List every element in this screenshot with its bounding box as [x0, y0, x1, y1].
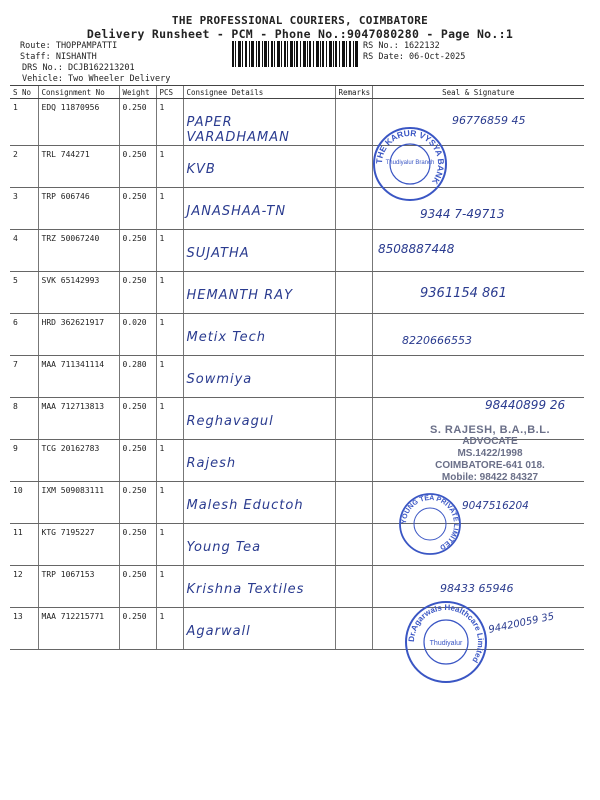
cell-cn: MAA 711341114	[38, 356, 119, 398]
cell-consignee	[183, 524, 335, 566]
cell-remarks	[335, 440, 372, 482]
cell-consignee	[183, 230, 335, 272]
cell-cn: HRD 362621917	[38, 314, 119, 356]
table-row	[10, 314, 584, 356]
cell-consignee	[183, 99, 335, 146]
col-pcs: PCS	[156, 86, 183, 99]
rs-no: RS No.: 1622132	[363, 41, 440, 51]
cell-pcs: 1	[156, 566, 183, 608]
cell-consignee	[183, 356, 335, 398]
consignee-handwriting: Reghavagul	[186, 414, 274, 429]
signature-phone: 8220666553	[402, 334, 472, 347]
meta-left	[20, 41, 117, 62]
cell-weight: 0.250	[119, 230, 156, 272]
consignee-handwriting: Sowmiya	[186, 372, 253, 387]
cell-remarks	[335, 99, 372, 146]
cell-consignee	[183, 398, 335, 440]
cell-remarks	[335, 524, 372, 566]
cell-weight: 0.250	[119, 524, 156, 566]
cell-consignee	[183, 146, 335, 188]
bank-seal-stamp	[372, 126, 448, 202]
advocate-title: ADVOCATE	[462, 436, 518, 447]
consignee-handwriting: PAPER VARADHAMAN	[186, 115, 290, 145]
col-sno: S No	[10, 86, 38, 99]
cell-pcs: 1	[156, 608, 183, 650]
cell-pcs: 1	[156, 146, 183, 188]
cell-cn: TCG 20162783	[38, 440, 119, 482]
company-title: THE PROFESSIONAL COURIERS, COIMBATORE	[171, 14, 429, 27]
cell-consignee	[183, 188, 335, 230]
company-seal-stamp	[398, 492, 462, 556]
consignee-handwriting: Young Tea	[186, 540, 262, 555]
cell-remarks	[335, 314, 372, 356]
cell-consignee	[183, 482, 335, 524]
meta-right	[363, 41, 465, 62]
advocate-stamp	[400, 424, 580, 484]
cell-cn: MAA 712215771	[38, 608, 119, 650]
cell-sno: 9	[10, 440, 38, 482]
consignee-handwriting: JANASHAA-TN	[186, 204, 287, 219]
cell-remarks	[335, 146, 372, 188]
signature-phone: 9344 7-49713	[420, 207, 505, 221]
cell-consignee	[183, 272, 335, 314]
rs-date: RS Date: 06-Oct-2025	[363, 51, 466, 62]
cell-cn: MAA 712713813	[38, 398, 119, 440]
cell-pcs: 1	[156, 398, 183, 440]
signature-phone: 98440899 26	[485, 398, 566, 412]
vehicle: Vehicle: Two Wheeler Delivery	[22, 73, 171, 84]
cell-cn: KTG 7195227	[38, 524, 119, 566]
signature-phone: 9361154 861	[420, 286, 507, 301]
col-consignment: Consignment No	[38, 86, 119, 99]
meta-left-2	[22, 63, 170, 84]
cell-pcs: 1	[156, 230, 183, 272]
cell-remarks	[335, 482, 372, 524]
cell-sno: 6	[10, 314, 38, 356]
consignee-handwriting: Metix Tech	[186, 330, 266, 345]
cell-weight: 0.250	[119, 440, 156, 482]
svg-text:YOUNG TEA PRIVATE LIMITED	[401, 495, 459, 551]
cell-consignee	[183, 566, 335, 608]
consignee-handwriting: KVB	[186, 162, 216, 177]
runsheet-table	[10, 85, 584, 650]
col-weight: Weight	[119, 86, 156, 99]
stamp-ring-text: THE KARUR VYSYA BANK	[373, 127, 447, 187]
cell-weight: 0.250	[119, 482, 156, 524]
cell-cn: TRP 1067153	[38, 566, 119, 608]
cell-sno: 7	[10, 356, 38, 398]
advocate-name: S. RAJESH, B.A.,B.L.	[429, 424, 551, 436]
table-header	[10, 86, 584, 99]
table-row	[10, 356, 584, 398]
advocate-city: COIMBATORE-641 018.	[435, 460, 545, 471]
svg-text:THE KARUR VYSYA BANK	[374, 128, 446, 187]
cell-weight: 0.250	[119, 272, 156, 314]
cell-cn: EDQ 11870956	[38, 99, 119, 146]
table-row	[10, 230, 584, 272]
table-row	[10, 146, 584, 188]
advocate-reg: MS.1422/1998	[457, 448, 523, 459]
table-row	[10, 524, 584, 566]
cell-sno: 11	[10, 524, 38, 566]
cell-seal	[372, 356, 584, 398]
signature-phone: 9047516204	[462, 500, 529, 512]
cell-pcs: 1	[156, 314, 183, 356]
stamp-center-text: Thudiyalur	[429, 640, 463, 647]
signature-phone: 96776859 45	[452, 114, 526, 127]
cell-sno: 2	[10, 146, 38, 188]
cell-pcs: 1	[156, 188, 183, 230]
cell-remarks	[335, 398, 372, 440]
cell-cn: TRZ 50067240	[38, 230, 119, 272]
cell-sno: 5	[10, 272, 38, 314]
consignee-handwriting: Agarwall	[186, 624, 251, 639]
cell-remarks	[335, 356, 372, 398]
consignee-handwriting: SUJATHA	[186, 246, 250, 261]
cell-sno: 4	[10, 230, 38, 272]
cell-weight: 0.250	[119, 608, 156, 650]
cell-weight: 0.250	[119, 566, 156, 608]
barcode-image	[232, 41, 358, 67]
consignee-handwriting: Malesh Eductoh	[186, 498, 304, 513]
staff: Staff: NISHANTH	[20, 51, 97, 62]
stamp-center-text: Thudiyalur Branch	[385, 160, 435, 166]
cell-remarks	[335, 566, 372, 608]
col-consignee: Consignee Details	[183, 86, 335, 99]
cell-sno: 13	[10, 608, 38, 650]
signature-phone: 8508887448	[378, 242, 455, 256]
cell-pcs: 1	[156, 440, 183, 482]
cell-sno: 1	[10, 99, 38, 146]
cell-pcs: 1	[156, 99, 183, 146]
col-seal: Seal & Signature	[372, 86, 584, 99]
hospital-seal-stamp	[404, 600, 488, 684]
cell-remarks	[335, 272, 372, 314]
cell-cn: TRP 606746	[38, 188, 119, 230]
col-remarks: Remarks	[335, 86, 372, 99]
drs-no: DRS No.: DCJB162213201	[22, 63, 135, 73]
cell-remarks	[335, 608, 372, 650]
cell-remarks	[335, 230, 372, 272]
cell-consignee	[183, 440, 335, 482]
consignee-handwriting: HEMANTH RAY	[186, 288, 294, 303]
cell-weight: 0.250	[119, 146, 156, 188]
cell-pcs: 1	[156, 482, 183, 524]
cell-consignee	[183, 314, 335, 356]
cell-remarks	[335, 188, 372, 230]
cell-cn: SVK 65142993	[38, 272, 119, 314]
cell-weight: 0.250	[119, 398, 156, 440]
cell-sno: 10	[10, 482, 38, 524]
route: Route: THOPPAMPATTI	[20, 41, 118, 51]
cell-cn: IXM 509083111	[38, 482, 119, 524]
cell-pcs: 1	[156, 272, 183, 314]
cell-weight: 0.250	[119, 99, 156, 146]
cell-weight: 0.250	[119, 188, 156, 230]
cell-weight: 0.020	[119, 314, 156, 356]
cell-weight: 0.280	[119, 356, 156, 398]
cell-consignee	[183, 608, 335, 650]
cell-sno: 12	[10, 566, 38, 608]
stamp-ring-text: Dr.Agarwals Healthcare Limited	[406, 602, 486, 665]
signature-phone: 98433 65946	[440, 582, 514, 595]
cell-pcs: 1	[156, 524, 183, 566]
cell-pcs: 1	[156, 356, 183, 398]
cell-sno: 3	[10, 188, 38, 230]
advocate-mobile: Mobile: 98422 84327	[441, 472, 539, 483]
signature-phone: 94420059 35	[487, 611, 556, 636]
cell-sno: 8	[10, 398, 38, 440]
consignee-handwriting: Rajesh	[186, 456, 237, 471]
consignee-handwriting: Krishna Textiles	[186, 582, 305, 597]
cell-cn: TRL 744271	[38, 146, 119, 188]
runsheet-title: Delivery Runsheet - PCM - Phone No.:9047080280 - Page No.:1	[86, 27, 514, 41]
stamp-ring-text: YOUNG TEA PRIVATE LIMITED	[400, 494, 460, 551]
